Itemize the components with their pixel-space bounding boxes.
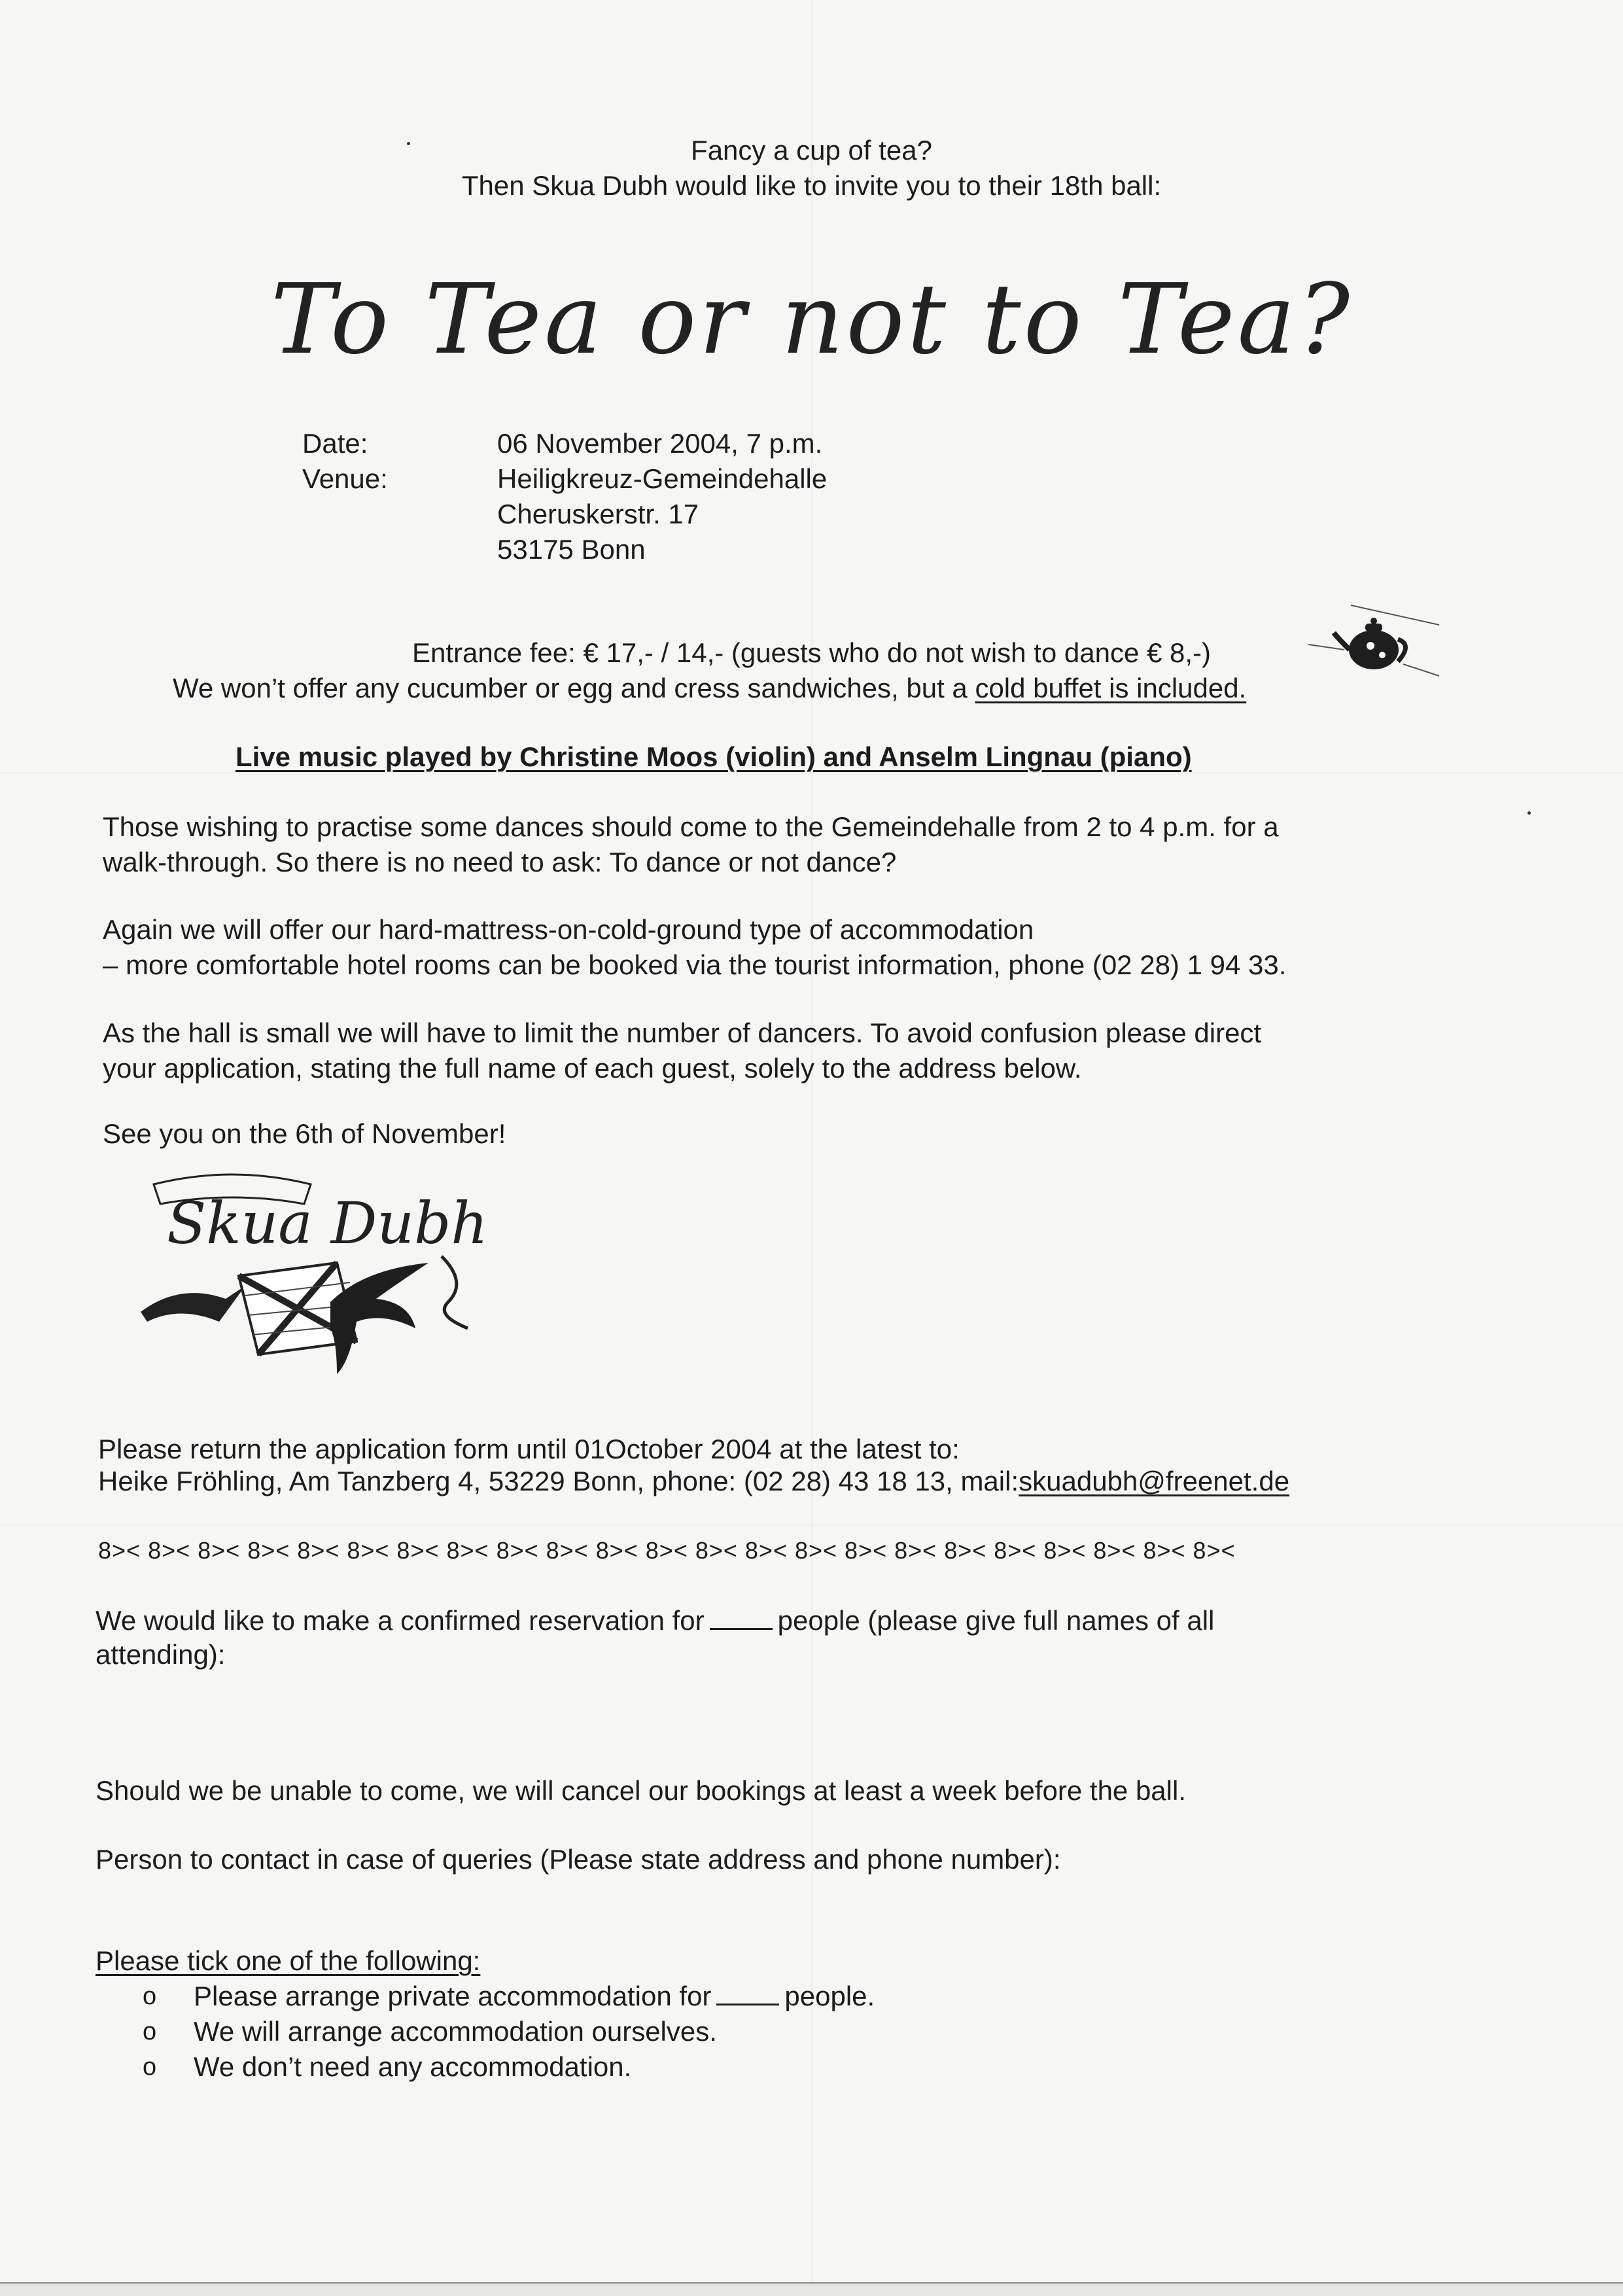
accommodation-paragraph-line: Again we will offer our hard-mattress-on-cold-ground type of accommodation: [103, 914, 1034, 945]
option-private-accommodation: [194, 1979, 875, 2014]
option-own-accommodation: We will arrange accommodation ourselves.: [194, 2016, 717, 2047]
event-title: To Tea or not to Tea?: [270, 263, 1353, 376]
accommodation-paragraph-line: – more comfortable hotel rooms can be booked via the tourist information, phone (02 28) 1 94 33.: [103, 949, 1287, 980]
option1-text: Please arrange private accommodation for: [194, 1981, 712, 2011]
tick-heading: Please tick one of the following:: [96, 1945, 481, 1976]
return-address: Heike Fröhling, Am Tanzberg 4, 53229 Bonn, phone: (02 28) 43 18 13, mail:: [98, 1466, 1019, 1496]
reservation-prefix: We would like to make a confirmed reservation for: [96, 1605, 705, 1636]
live-music-heading: Live music played by Christine Moos (violin) and Anselm Lingnau (piano): [236, 741, 1192, 772]
option1-suffix: people.: [784, 1981, 875, 2011]
cut-line: 8>< 8>< 8>< 8>< 8>< 8>< 8>< 8>< 8>< 8>< 8>< 8>< 8>< 8>< 8>< 8>< 8>< 8>< 8>< 8>< 8>< 8>< 8><: [98, 1537, 1236, 1564]
venue-label: Venue:: [302, 463, 388, 494]
practice-paragraph-line: walk-through. So there is no need to ask: To dance or not dance?: [103, 847, 897, 877]
accommodation-count-field[interactable]: [716, 1980, 779, 2005]
return-address-line: [98, 1464, 1289, 1499]
email-link[interactable]: skuadubh@freenet.de: [1019, 1466, 1290, 1496]
reservation-line-2: attending):: [96, 1639, 226, 1670]
entrance-fee: Entrance fee: € 17,- / 14,- (guests who do not wish to dance € 8,-): [411, 637, 1211, 668]
option-no-accommodation: We don’t need any accommodation.: [194, 2051, 632, 2082]
contact-line: Person to contact in case of queries (Please state address and phone number):: [96, 1844, 1061, 1875]
cancel-line: Should we be unable to come, we will cancel our bookings at least a week before the ball.: [96, 1775, 1186, 1806]
venue-line: Cheruskerstr. 17: [497, 499, 699, 529]
logo-text: Skua Dubh: [167, 1190, 488, 1257]
option-bullet[interactable]: o: [143, 1983, 157, 2010]
buffet-text: We won’t offer any cucumber or egg and cress sandwiches, but a: [173, 673, 975, 703]
skua-dubh-logo: [141, 1165, 520, 1381]
buffet-line: [173, 671, 1246, 706]
practice-paragraph-line: Those wishing to practise some dances should come to the Gemeindehalle from 2 to 4 p.m. for a: [103, 811, 1279, 842]
header-line-1: Fancy a cup of tea?: [691, 135, 932, 166]
option-bullet[interactable]: o: [143, 2018, 157, 2045]
limit-paragraph-line: As the hall is small we will have to limit the number of dancers. To avoid confusion please direct: [103, 1017, 1262, 1048]
see-you-line: See you on the 6th of November!: [103, 1118, 506, 1149]
reservation-suffix: people (please give full names of all: [777, 1605, 1215, 1636]
buffet-included: cold buffet is included.: [975, 673, 1247, 703]
date-label: Date:: [302, 428, 368, 459]
date-value: 06 November 2004, 7 p.m.: [497, 428, 823, 459]
speck: [1527, 811, 1531, 815]
header-line-2: Then Skua Dubh would like to invite you to their 18th ball:: [461, 170, 1162, 201]
reservation-line: [96, 1603, 1214, 1638]
scan-edge: [0, 2282, 1623, 2296]
people-count-field[interactable]: [710, 1604, 773, 1630]
return-line: Please return the application form until 01October 2004 at the latest to:: [98, 1434, 960, 1464]
venue-line: Heiligkreuz-Gemeindehalle: [497, 463, 828, 494]
limit-paragraph-line: your application, stating the full name of each guest, solely to the address below.: [103, 1053, 1082, 1084]
venue-line: 53175 Bonn: [497, 534, 646, 565]
option-bullet[interactable]: o: [143, 2053, 157, 2081]
